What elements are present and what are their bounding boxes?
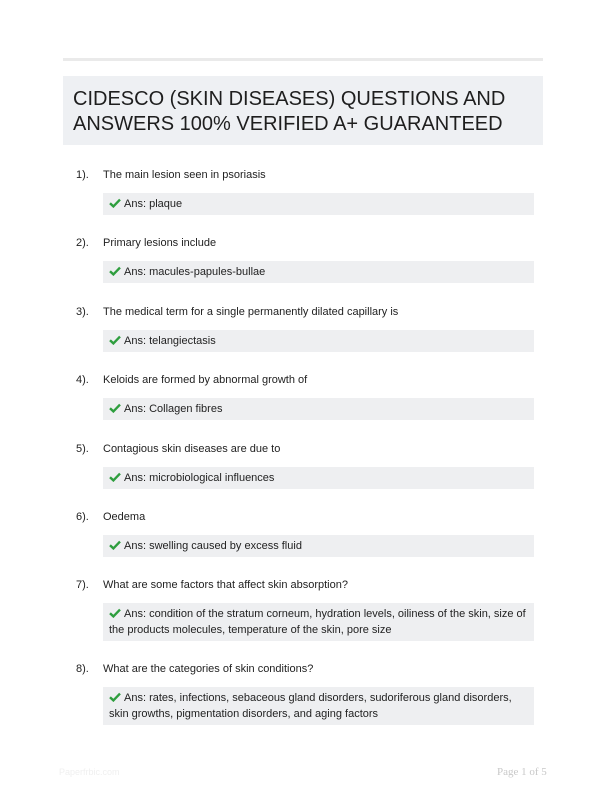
answer-box — [103, 398, 534, 420]
answer-box — [103, 535, 534, 557]
question-number: 2). — [76, 237, 89, 249]
answer-text: condition of the stratum corneum, hydration levels, oiliness of the skin, size of the products molecules, temperature of the skin, pore size — [109, 608, 526, 636]
answer-prefix: Ans: — [124, 692, 150, 704]
answer-text: Collagen fibres — [149, 403, 223, 415]
answer-prefix: Ans: — [124, 540, 150, 552]
question-text: Keloids are formed by abnormal growth of — [103, 374, 308, 386]
check-icon — [109, 403, 121, 413]
check-icon — [109, 198, 121, 208]
answer-box — [103, 687, 534, 725]
answer-box — [103, 261, 534, 283]
answer-box — [103, 193, 534, 215]
answer-text: rates, infections, sebaceous gland disorders, sudoriferous gland disorders, skin growths, pigmentation disorders, and aging factors — [109, 692, 512, 720]
answer-text: microbiological influences — [149, 472, 275, 484]
answer-text: macules-papules-bullae — [149, 266, 266, 278]
check-icon — [109, 608, 121, 618]
check-icon — [109, 540, 121, 550]
answer-prefix: Ans: — [124, 266, 150, 278]
check-icon — [109, 266, 121, 276]
question-number: 3). — [76, 306, 89, 318]
page-number: Page 1 of 5 — [497, 766, 547, 778]
question-text: Oedema — [103, 511, 146, 523]
question-number: 1). — [76, 169, 89, 181]
answer-prefix: Ans: — [124, 472, 150, 484]
answer-box — [103, 467, 534, 489]
answer-prefix: Ans: — [124, 198, 150, 210]
answer-box — [103, 330, 534, 352]
question-number: 5). — [76, 443, 89, 455]
answer-prefix: Ans: — [124, 335, 150, 347]
answer-text: plaque — [149, 198, 183, 210]
check-icon — [109, 335, 121, 345]
answer-box — [103, 603, 534, 641]
question-text: The main lesion seen in psoriasis — [103, 169, 266, 181]
question-text: The medical term for a single permanently dilated capillary is — [103, 306, 399, 318]
answer-prefix: Ans: — [124, 608, 150, 620]
question-text: What are some factors that affect skin absorption? — [103, 579, 348, 591]
answer-text: swelling caused by excess fluid — [149, 540, 302, 552]
question-number: 7). — [76, 579, 89, 591]
question-number: 4). — [76, 374, 89, 386]
title-banner — [63, 76, 543, 145]
question-text: What are the categories of skin conditions? — [103, 663, 314, 675]
question-text: Contagious skin diseases are due to — [103, 443, 281, 455]
question-number: 6). — [76, 511, 89, 523]
page-title-line-1: CIDESCO (SKIN DISEASES) QUESTIONS AND — [73, 88, 506, 110]
top-divider — [63, 58, 543, 61]
answer-text: telangiectasis — [149, 335, 216, 347]
answer-prefix: Ans: — [124, 403, 150, 415]
footer-watermark: Paperfrbic.com — [59, 767, 120, 777]
check-icon — [109, 472, 121, 482]
page-title-line-2: ANSWERS 100% VERIFIED A+ GUARANTEED — [73, 113, 503, 135]
question-number: 8). — [76, 663, 89, 675]
question-text: Primary lesions include — [103, 237, 217, 249]
check-icon — [109, 692, 121, 702]
